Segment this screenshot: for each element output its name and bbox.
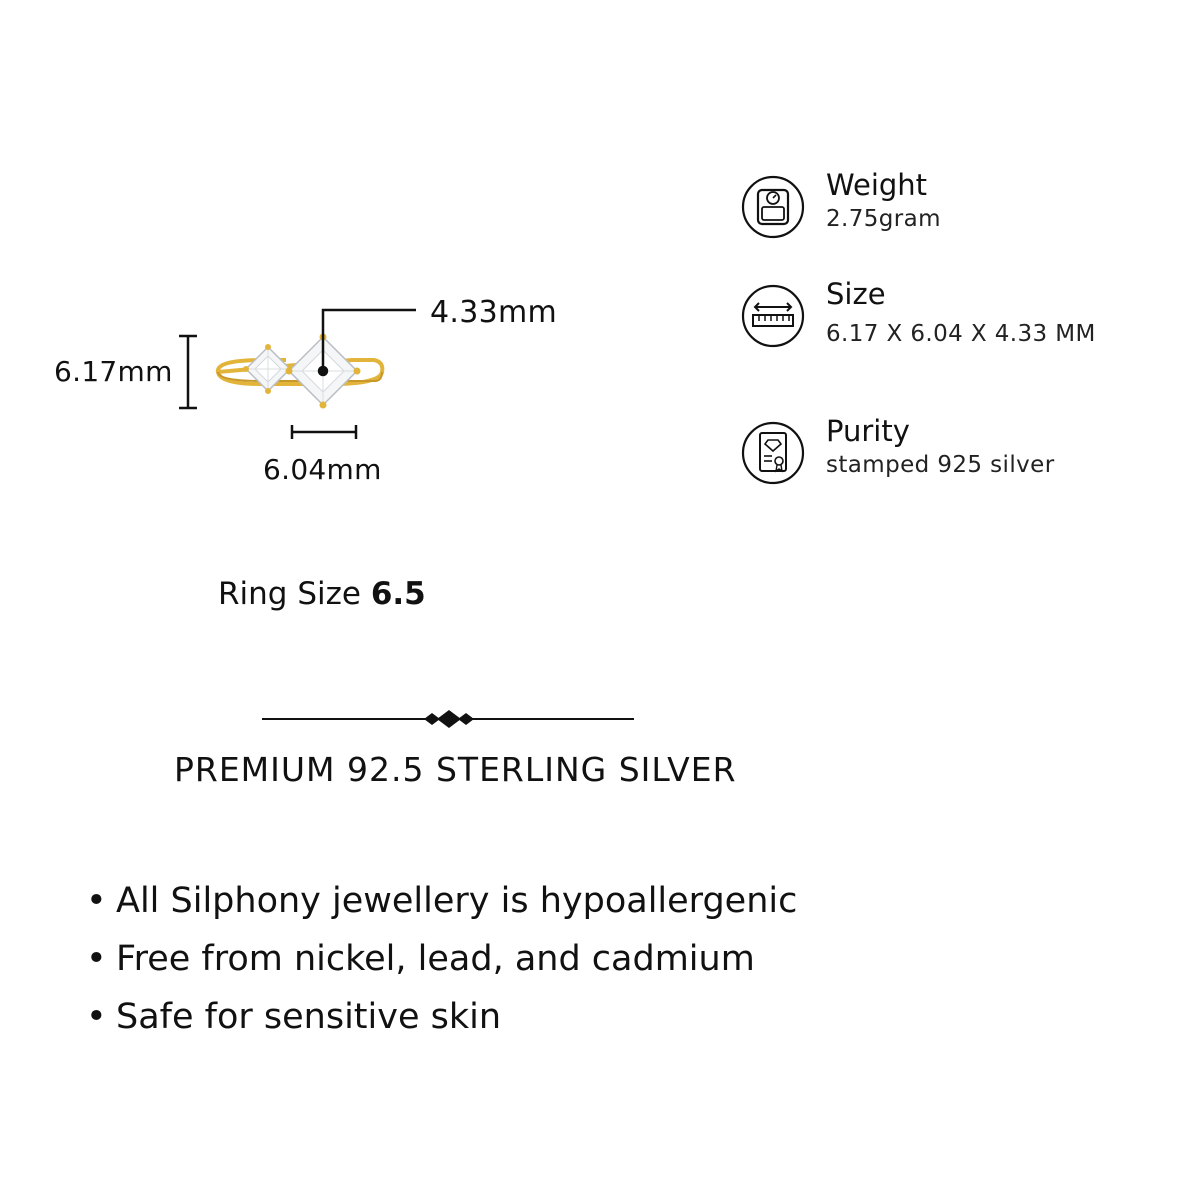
scale-icon — [738, 172, 808, 242]
spec-size — [738, 277, 1178, 361]
spec-size-title: Size — [826, 277, 886, 311]
small-diamond — [243, 344, 293, 394]
height-label: 6.17mm — [54, 355, 173, 388]
certificate-icon — [738, 418, 808, 488]
spec-purity-title: Purity — [826, 414, 910, 448]
spec-purity — [738, 414, 1178, 498]
bullet-icon: • — [86, 881, 107, 921]
depth-label: 4.33mm — [430, 295, 558, 330]
spec-purity-value: stamped 925 silver — [826, 452, 1055, 478]
ring-size — [218, 576, 426, 612]
spec-weight-title: Weight — [826, 168, 928, 202]
bullet-icon: • — [86, 997, 107, 1037]
list-item: • Free from nickel, lead, and cadmium — [86, 930, 797, 988]
width-dimension-bar — [292, 425, 356, 439]
divider-ornament — [262, 706, 634, 732]
height-dimension-bar — [179, 336, 197, 408]
premium-headline: PREMIUM 92.5 STERLING SILVER — [174, 750, 737, 789]
feature-list — [86, 872, 797, 1046]
spec-weight — [738, 168, 1178, 252]
ring-diagram — [0, 280, 640, 510]
ring-size-label: Ring Size — [218, 576, 361, 612]
ring-size-value: 6.5 — [370, 576, 426, 612]
list-item: • Safe for sensitive skin — [86, 988, 797, 1046]
width-label: 6.04mm — [263, 453, 382, 486]
list-item: • All Silphony jewellery is hypoallergenic — [86, 872, 797, 930]
bullet-icon: • — [86, 939, 107, 979]
ruler-icon — [738, 281, 808, 351]
spec-size-value: 6.17 X 6.04 X 4.33 MM — [826, 321, 1096, 347]
spec-weight-value: 2.75gram — [826, 206, 941, 232]
